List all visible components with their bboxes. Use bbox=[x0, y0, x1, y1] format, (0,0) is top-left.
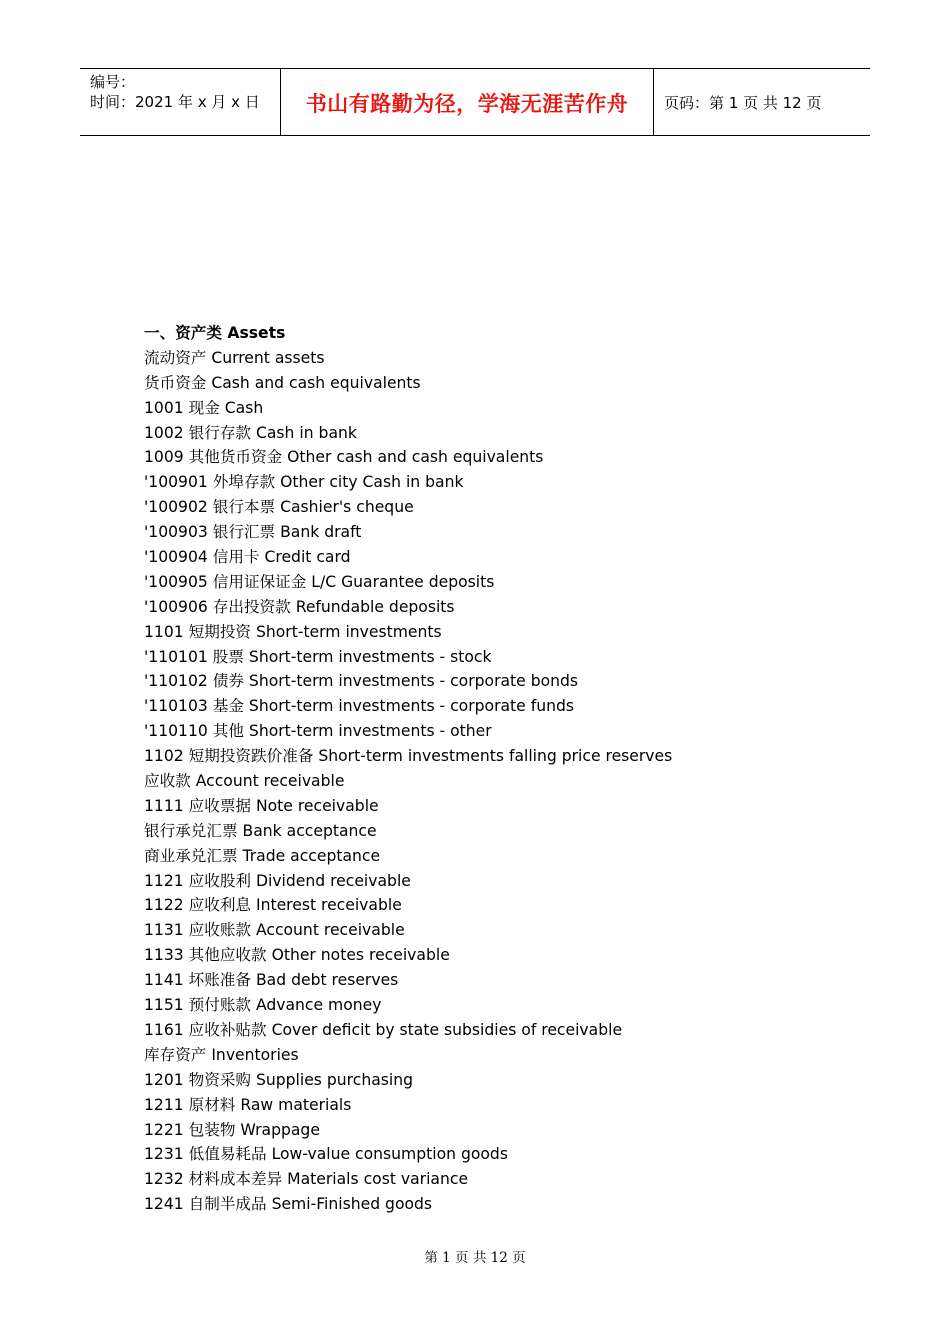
account-line: 1231 低值易耗品 Low-value consumption goods bbox=[144, 1145, 508, 1164]
account-line: '100903 银行汇票 Bank draft bbox=[144, 523, 362, 542]
document-time-label: 时间：2021 年 x 月 x 日 bbox=[90, 93, 260, 111]
account-line: 1151 预付账款 Advance money bbox=[144, 996, 382, 1015]
account-line: '100906 存出投资款 Refundable deposits bbox=[144, 597, 455, 616]
page-header bbox=[80, 68, 870, 136]
account-line: 1101 短期投资 Short-term investments bbox=[144, 622, 442, 641]
account-line: 银行承兑汇票 Bank acceptance bbox=[144, 821, 377, 840]
account-line: '100904 信用卡 Credit card bbox=[144, 548, 351, 567]
account-line: 1232 材料成本差异 Materials cost variance bbox=[144, 1170, 469, 1189]
page-footer bbox=[0, 1246, 950, 1266]
account-line: 1161 应收补贴款 Cover deficit by state subsidies of receivable bbox=[144, 1020, 623, 1039]
document-number-label: 编号： bbox=[90, 73, 136, 91]
account-line: 1221 包装物 Wrappage bbox=[144, 1120, 320, 1139]
header-meta-cell bbox=[80, 69, 281, 136]
account-line: 1111 应收票据 Note receivable bbox=[144, 796, 379, 815]
account-line: 商业承兑汇票 Trade acceptance bbox=[144, 846, 381, 865]
account-line: 1009 其他货币资金 Other cash and cash equivalents bbox=[144, 448, 544, 467]
account-line: 1241 自制半成品 Semi-Finished goods bbox=[144, 1195, 433, 1214]
account-line: '110101 股票 Short-term investments - stock bbox=[144, 647, 492, 666]
account-line: '110103 基金 Short-term investments - corporate funds bbox=[144, 697, 574, 716]
account-line: 1002 银行存款 Cash in bank bbox=[144, 423, 357, 442]
account-line: 库存资产 Inventories bbox=[144, 1045, 299, 1064]
account-lines bbox=[144, 346, 864, 1217]
account-line: '110102 债券 Short-term investments - corporate bonds bbox=[144, 672, 579, 691]
header-motto-cell bbox=[281, 69, 654, 136]
header-page-cell bbox=[654, 69, 870, 136]
account-line: 货币资金 Cash and cash equivalents bbox=[144, 373, 421, 392]
account-line: '100901 外埠存款 Other city Cash in bank bbox=[144, 473, 464, 492]
account-line: 流动资产 Current assets bbox=[144, 348, 325, 367]
header-motto: 书山有路勤为径，学海无涯苦作舟 bbox=[305, 91, 629, 116]
account-line: 1211 原材料 Raw materials bbox=[144, 1095, 352, 1114]
account-line: 1133 其他应收款 Other notes receivable bbox=[144, 946, 450, 965]
account-line: '100902 银行本票 Cashier's cheque bbox=[144, 498, 414, 517]
account-line: 应收款 Account receivable bbox=[144, 772, 345, 791]
account-list bbox=[144, 321, 864, 1217]
account-line: 1201 物资采购 Supplies purchasing bbox=[144, 1070, 413, 1089]
account-line: '100905 信用证保证金 L/C Guarantee deposits bbox=[144, 572, 495, 591]
account-line: 1141 坏账准备 Bad debt reserves bbox=[144, 971, 399, 990]
section-title: 一、资产类 Assets bbox=[144, 324, 286, 342]
account-line: 1122 应收利息 Interest receivable bbox=[144, 896, 402, 915]
account-line: '110110 其他 Short-term investments - other bbox=[144, 722, 492, 741]
account-line: 1121 应收股利 Dividend receivable bbox=[144, 871, 411, 890]
footer-page-number: 第 1 页 共 12 页 bbox=[424, 1250, 526, 1266]
account-line: 1102 短期投资跌价准备 Short-term investments falling price reserves bbox=[144, 747, 673, 766]
account-line: 1001 现金 Cash bbox=[144, 398, 264, 417]
account-line: 1131 应收账款 Account receivable bbox=[144, 921, 405, 940]
header-page-info: 页码：第 1 页 共 12 页 bbox=[664, 94, 822, 112]
